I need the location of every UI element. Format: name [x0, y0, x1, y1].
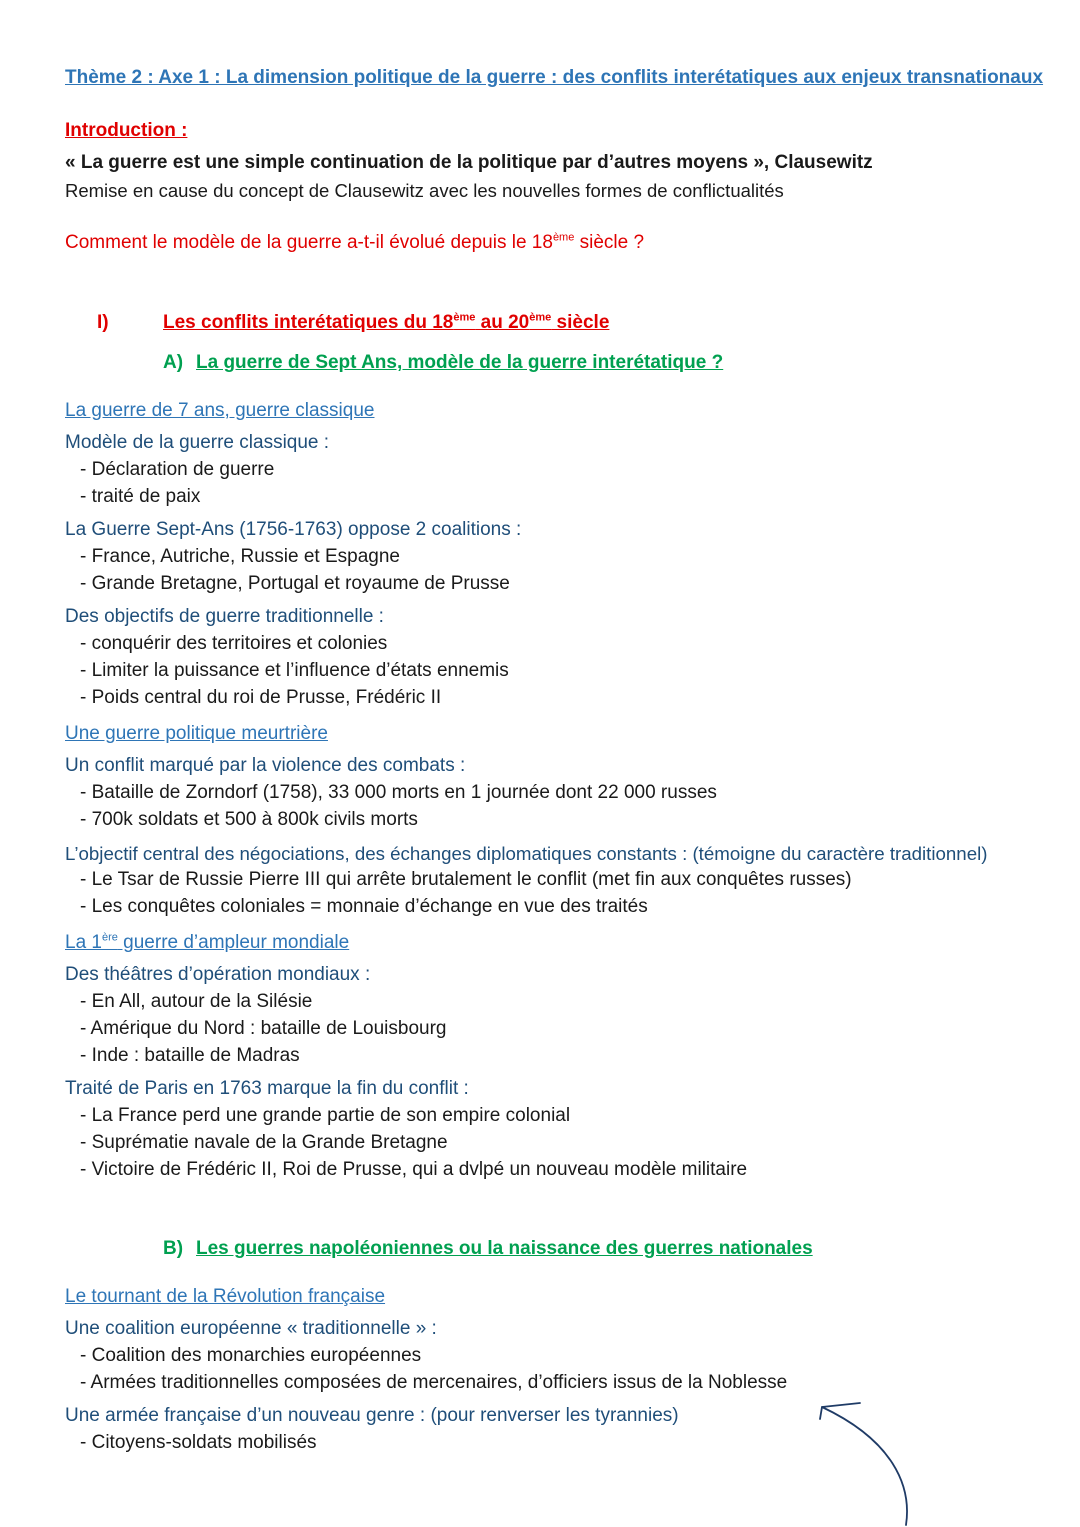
- group-heading: Des théâtres d’opération mondiaux :: [65, 964, 371, 985]
- list-item: - Poids central du roi de Prusse, Frédéric II: [80, 687, 442, 708]
- subheading: Le tournant de la Révolution française: [65, 1286, 386, 1307]
- part-numeral: I): [97, 312, 109, 333]
- list-item: - Amérique du Nord : bataille de Louisbourg: [80, 1018, 447, 1039]
- clausewitz-quote: « La guerre est une simple continuation de la politique par d’autres moyens », Clausewitz: [65, 152, 873, 173]
- section-b-letter: B): [163, 1238, 184, 1259]
- subheading: Une guerre politique meurtrière: [65, 723, 328, 744]
- list-item: - 700k soldats et 500 à 800k civils morts: [80, 809, 418, 830]
- section-a-letter: A): [163, 352, 184, 373]
- subheading: La 1ère guerre d’ampleur mondiale: [65, 931, 350, 953]
- list-item: - Grande Bretagne, Portugal et royaume de Prusse: [80, 573, 510, 594]
- intro-heading: Introduction :: [65, 120, 188, 141]
- group-heading: Des objectifs de guerre traditionnelle :: [65, 606, 384, 627]
- group-heading: La Guerre Sept-Ans (1756-1763) oppose 2 coalitions :: [65, 519, 522, 540]
- list-item: - Les conquêtes coloniales = monnaie d’échange en vue des traités: [80, 896, 648, 917]
- intro-remise: Remise en cause du concept de Clausewitz avec les nouvelles formes de conflictualités: [65, 180, 784, 201]
- page-title: Thème 2 : Axe 1 : La dimension politique de la guerre : des conflits interétatiques aux enjeux transnationaux: [65, 67, 1044, 88]
- list-item: - Déclaration de guerre: [80, 459, 275, 480]
- problematique: Comment le modèle de la guerre a-t-il évolué depuis le 18ème siècle ?: [65, 231, 645, 253]
- section-a-title: La guerre de Sept Ans, modèle de la guerre interétatique ?: [196, 352, 724, 373]
- list-item: - Armées traditionnelles composées de mercenaires, d’officiers issus de la Noblesse: [80, 1372, 788, 1393]
- group-heading: Un conflit marqué par la violence des combats :: [65, 755, 466, 776]
- list-item: - Inde : bataille de Madras: [80, 1045, 300, 1066]
- list-item: - La France perd une grande partie de son empire colonial: [80, 1105, 571, 1126]
- list-item: - France, Autriche, Russie et Espagne: [80, 546, 400, 567]
- subheading: La guerre de 7 ans, guerre classique: [65, 400, 375, 421]
- list-item: - conquérir des territoires et colonies: [80, 633, 388, 654]
- group-heading: Modèle de la guerre classique :: [65, 432, 330, 453]
- list-item: - Victoire de Frédéric II, Roi de Prusse, qui a dvlpé un nouveau modèle militaire: [80, 1159, 748, 1180]
- list-item: - Coalition des monarchies européennes: [80, 1345, 422, 1366]
- list-item: - Le Tsar de Russie Pierre III qui arrête brutalement le conflit (met fin aux conquêtes russes): [80, 869, 852, 890]
- group-heading: L’objectif central des négociations, des échanges diplomatiques constants : (témoigne du caractère traditionnel): [65, 843, 988, 864]
- group-heading: Traité de Paris en 1763 marque la fin du conflit :: [65, 1078, 469, 1099]
- list-item: - Suprématie navale de la Grande Bretagne: [80, 1132, 448, 1153]
- section-b-title: Les guerres napoléoniennes ou la naissance des guerres nationales: [196, 1238, 813, 1259]
- list-item: - En All, autour de la Silésie: [80, 991, 313, 1012]
- part-title: Les conflits interétatiques du 18ème au 20ème siècle: [163, 311, 610, 333]
- list-item: - Limiter la puissance et l’influence d’états ennemis: [80, 660, 509, 681]
- hand-drawn-arrow-icon: [800, 1395, 920, 1527]
- list-item: - Citoyens-soldats mobilisés: [80, 1432, 317, 1453]
- group-heading: Une coalition européenne « traditionnelle » :: [65, 1318, 437, 1339]
- list-item: - Bataille de Zorndorf (1758), 33 000 morts en 1 journée dont 22 000 russes: [80, 782, 717, 803]
- group-heading: Une armée française d’un nouveau genre : (pour renverser les tyrannies): [65, 1405, 679, 1426]
- list-item: - traité de paix: [80, 486, 201, 507]
